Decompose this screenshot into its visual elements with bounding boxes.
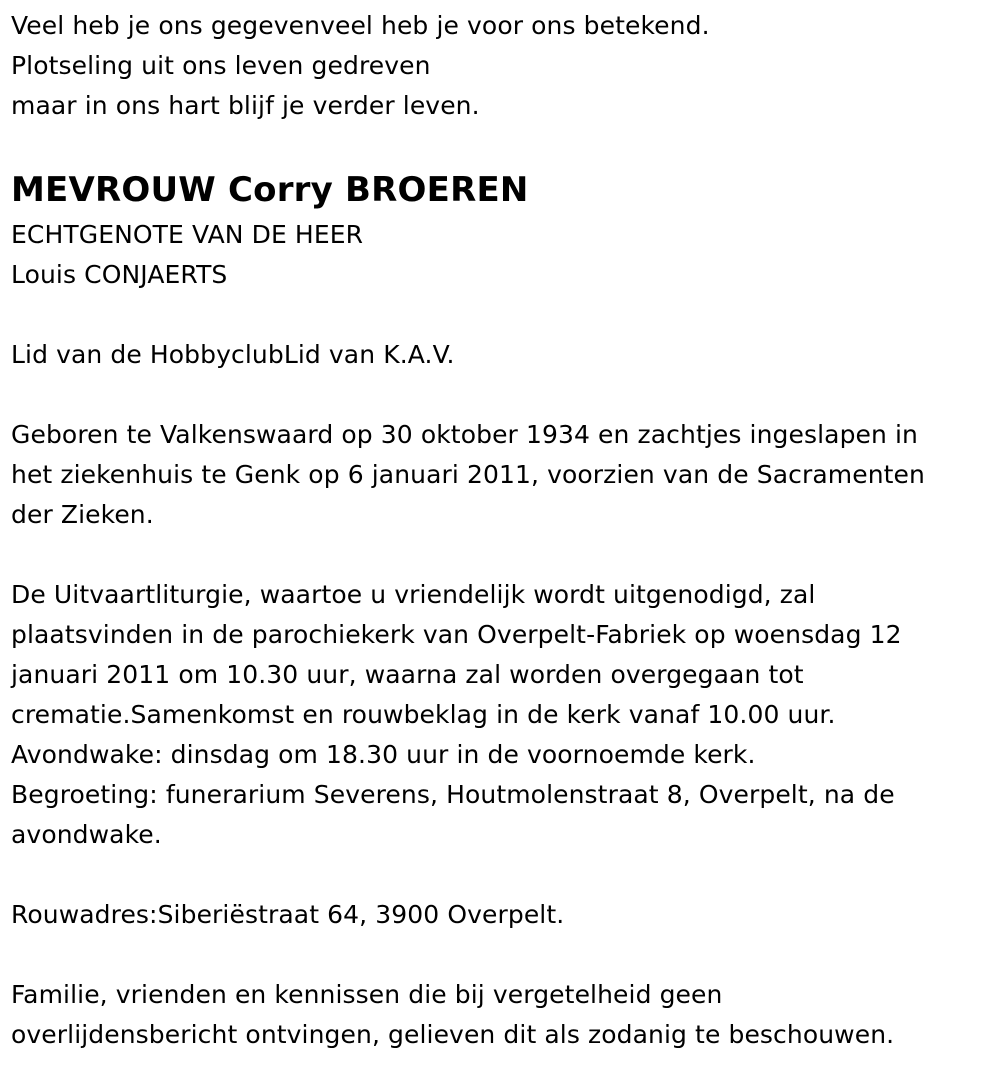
spacer (11, 126, 988, 166)
spacer (11, 375, 988, 415)
poem (11, 6, 988, 126)
funeral-line: Begroeting: funerarium Severens, Houtmolenstraat 8, Overpelt, na de (11, 780, 895, 809)
poem-line: maar in ons hart blijf je verder leven. (11, 91, 480, 120)
poem-line: Plotseling uit ons leven gedreven (11, 51, 431, 80)
closing-line: Familie, vrienden en kennissen die bij vergetelheid geen (11, 980, 723, 1009)
funeral-line: crematie.Samenkomst en rouwbeklag in de kerk vanaf 10.00 uur. (11, 700, 836, 729)
closing-line: overlijdensbericht ontvingen, gelieven dit als zodanig te beschouwen. (11, 1020, 895, 1049)
funeral-line: De Uitvaartliturgie, waartoe u vriendelijk wordt uitgenodigd, zal (11, 580, 816, 609)
funeral-paragraph (11, 575, 988, 855)
spouse-info (11, 215, 988, 295)
spacer (11, 855, 988, 895)
birth-death-line: Geboren te Valkenswaard op 30 oktober 1934 en zachtjes ingeslapen in (11, 420, 919, 449)
membership (11, 335, 988, 375)
spacer (11, 935, 988, 975)
spacer (11, 535, 988, 575)
funeral-line: januari 2011 om 10.30 uur, waarna zal worden overgegaan tot (11, 660, 804, 689)
spouse-line-1: ECHTGENOTE VAN DE HEER (11, 220, 364, 249)
closing-paragraph (11, 975, 988, 1055)
birth-death-paragraph (11, 415, 988, 535)
funeral-line: Avondwake: dinsdag om 18.30 uur in de voornoemde kerk. (11, 740, 756, 769)
address-paragraph (11, 895, 988, 935)
poem-line: Veel heb je ons gegevenveel heb je voor ons betekend. (11, 11, 710, 40)
funeral-line: avondwake. (11, 820, 162, 849)
spouse-line-2: Louis CONJAERTS (11, 260, 228, 289)
membership-line: Lid van de HobbyclubLid van K.A.V. (11, 340, 455, 369)
birth-death-line: der Zieken. (11, 500, 154, 529)
deceased-name: MEVROUW Corry BROEREN (11, 170, 529, 210)
spacer (11, 295, 988, 335)
mourning-address: Rouwadres:Siberiëstraat 64, 3900 Overpelt. (11, 900, 565, 929)
birth-death-line: het ziekenhuis te Genk op 6 januari 2011, voorzien van de Sacramenten (11, 460, 925, 489)
funeral-line: plaatsvinden in de parochiekerk van Overpelt-Fabriek op woensdag 12 (11, 620, 902, 649)
